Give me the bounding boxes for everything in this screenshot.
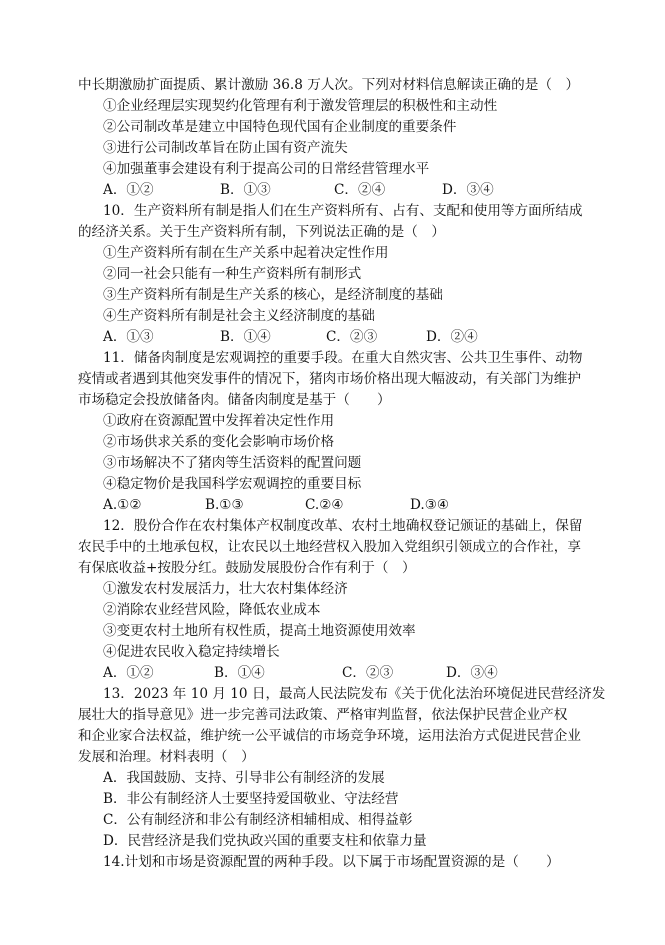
- q11-stem-1: 11．储备肉制度是宏观调控的重要手段。在重大自然灾害、公共卫生事件、动物: [103, 350, 583, 366]
- q11-stem-3: 市场稳定会投放储备肉。储备肉制度是基于（ ）: [78, 392, 391, 408]
- q13-stem-3: 和企业家合法权益，维护统一公平诚信的市场竞争环境，运用法治方式促进民营企业: [78, 728, 581, 744]
- q10-item-2: ②同一社会只能有一种生产资料所有制形式: [103, 266, 362, 282]
- intro-item-4: ④加强董事会建设有利于提高公司的日常经营管理水平: [103, 161, 430, 177]
- q10-option-b: B．①④: [220, 329, 271, 345]
- q12-option-a: A．①②: [103, 665, 154, 681]
- q10-option-c: C．②③: [326, 329, 378, 345]
- intro-item-1: ①企业经理层实现契约化管理有利于激发管理层的积极性和主动性: [103, 98, 498, 114]
- q12-stem-1: 12．股份合作在农村集体产权制度改革、农村土地确权登记颁证的基础上，保留: [103, 518, 583, 534]
- intro-option-c: C．②④: [334, 182, 386, 198]
- q12-stem-2: 农民手中的土地承包权，让农民以土地经营权入股加入党组织引领成立的合作社，享: [78, 539, 581, 555]
- q10-item-3: ③生产资料所有制是生产关系的核心，是经济制度的基础: [103, 287, 443, 303]
- q11-option-b: B.①③: [205, 497, 244, 513]
- q13-option-c: C．公有制经济和非公有制经济相辅相成、相得益彰: [103, 812, 413, 828]
- q12-item-4: ④促进农民收入稳定持续增长: [103, 644, 280, 660]
- q10-stem-1: 10．生产资料所有制是指人们在生产资料所有、占有、支配和使用等方面所结成: [103, 203, 583, 219]
- q14-stem-1: 14.计划和市场是资源配置的两种手段。以下属于市场配置资源的是（ ）: [103, 854, 560, 870]
- q13-option-a: A．我国鼓励、支持、引导非公有制经济的发展: [103, 770, 385, 786]
- q11-stem-2: 疫情或者遇到其他突发事件的情况下，猪肉市场价格出现大幅波动，有关部门为维护: [78, 371, 581, 387]
- q11-item-2: ②市场供求关系的变化会影响市场价格: [103, 434, 335, 450]
- q13-stem-2: 展壮大的指导意见》进一步完善司法政策、严格审判监督，依法保护民营企业产权: [78, 707, 568, 723]
- q13-option-d: D．民营经济是我们党执政兴国的重要支柱和依靠力量: [103, 833, 427, 849]
- q12-item-3: ③变更农村土地所有权性质，提高土地资源使用效率: [103, 623, 416, 639]
- intro-option-a: A．①②: [103, 182, 154, 198]
- q10-item-4: ④生产资料所有制是社会主义经济制度的基础: [103, 308, 375, 324]
- intro-option-d: D．③④: [442, 182, 494, 198]
- q13-stem-1: 13．2023 年 10 月 10 日，最高人民法院发布《关于优化法治环境促进民营经济发: [103, 686, 606, 702]
- q10-stem-2: 的经济关系。关于生产资料所有制，下列说法正确的是（ ）: [78, 224, 446, 240]
- q13-stem-4: 发展和治理。材料表明（ ）: [78, 749, 255, 765]
- q11-option-a: A.①②: [103, 497, 142, 513]
- intro-option-b: B．①③: [220, 182, 271, 198]
- q12-item-2: ②消除农业经营风险，降低农业成本: [103, 602, 321, 618]
- intro-item-3: ③进行公司制改革旨在防止国有资产流失: [103, 140, 348, 156]
- q11-item-1: ①政府在资源配置中发挥着决定性作用: [103, 413, 335, 429]
- q12-option-b: B．①④: [214, 665, 265, 681]
- q11-item-3: ③市场解决不了猪肉等生活资料的配置问题: [103, 455, 362, 471]
- q11-item-4: ④稳定物价是我国科学宏观调控的重要目标: [103, 476, 362, 492]
- intro-item-2: ②公司制改革是建立中国特色现代国有企业制度的重要条件: [103, 119, 457, 135]
- q10-item-1: ①生产资料所有制在生产关系中起着决定性作用: [103, 245, 389, 261]
- q12-item-1: ①激发农村发展活力，壮大农村集体经济: [103, 581, 348, 597]
- q12-option-c: C．②③: [342, 665, 394, 681]
- q10-option-d: D．②④: [426, 329, 478, 345]
- q11-option-d: D.③④: [410, 497, 450, 513]
- intro-line: 中长期激励扩面提质、累计激励 36.8 万人次。下列对材料信息解读正确的是（ ）: [78, 77, 580, 93]
- q12-option-d: D．③④: [446, 665, 498, 681]
- q12-stem-3: 有保底收益+按股分红。鼓励发展股份合作有利于（ ）: [78, 560, 416, 576]
- q10-option-a: A．①③: [103, 329, 154, 345]
- q11-option-c: C.②④: [305, 497, 344, 513]
- q13-option-b: B．非公有制经济人士要坚持爱国敬业、守法经营: [103, 791, 399, 807]
